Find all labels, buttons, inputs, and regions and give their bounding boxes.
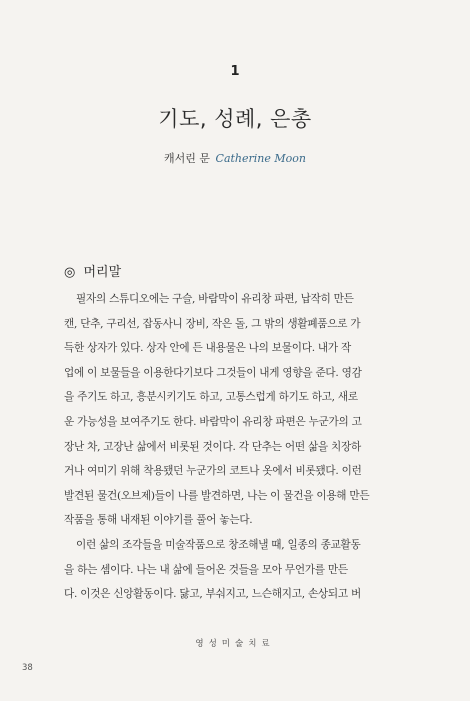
bullseye-icon: ◎ [64,265,76,280]
body-paragraph [64,287,404,533]
text-line: 을 하는 셈이다. 나는 내 삶에 들어온 것들을 모아 무언가를 만든 [64,563,348,576]
text-line: 장난 차, 고장난 삶에서 비롯된 것이다. 각 단추는 어떤 삶을 치장하 [64,440,361,453]
text-line: 이런 삶의 조각들을 미술작품으로 창조해낼 때, 일종의 종교활동 [76,539,361,551]
author-line [0,150,470,166]
chapter-title: 기도, 성례, 은총 [158,107,312,131]
page-number: 38 [22,663,33,673]
text-line: 을 주기도 하고, 흥분시키기도 하고, 고통스럽게 하기도 하고, 새로 [64,391,358,404]
body-paragraph [64,533,404,607]
text-line: 업에 이 보물들을 이용한다기보다 그것들이 내게 영향을 준다. 영감 [64,366,362,379]
section-heading-text: 머리말 [83,265,122,280]
chapter-number: 1 [230,64,240,79]
section-heading [64,261,121,280]
text-line: 캔, 단추, 구리선, 잡동사니 장비, 작은 돌, 그 밖의 생활폐품으로 가 [64,317,361,330]
text-line: 거나 여미기 위해 착용됐던 누군가의 코트나 옷에서 비롯됐다. 이런 [64,465,362,478]
author-latin-name: Catherine Moon [215,152,306,165]
author-korean-name: 캐서린 문 [164,152,211,165]
text-line: 작품을 통해 내재된 이야기를 풀어 놓는다. [64,514,253,527]
text-line: 득한 상자가 있다. 상자 안에 든 내용물은 나의 보물이다. 내가 작 [64,342,351,355]
running-footer-title: 영성미술치료 [195,639,275,649]
text-line: 운 가능성을 보여주기도 한다. 바람막이 유리창 파편은 누군가의 고 [64,415,362,428]
text-line: 발견된 물건(오브제)들이 나를 발견하면, 나는 이 물건을 이용해 만든 [64,489,370,502]
text-line: 다. 이것은 신앙활동이다. 닳고, 부숴지고, 느슨해지고, 손상되고 버 [64,588,361,601]
text-line: 필자의 스튜디오에는 구슬, 바람막이 유리창 파편, 납작히 만든 [76,293,354,305]
